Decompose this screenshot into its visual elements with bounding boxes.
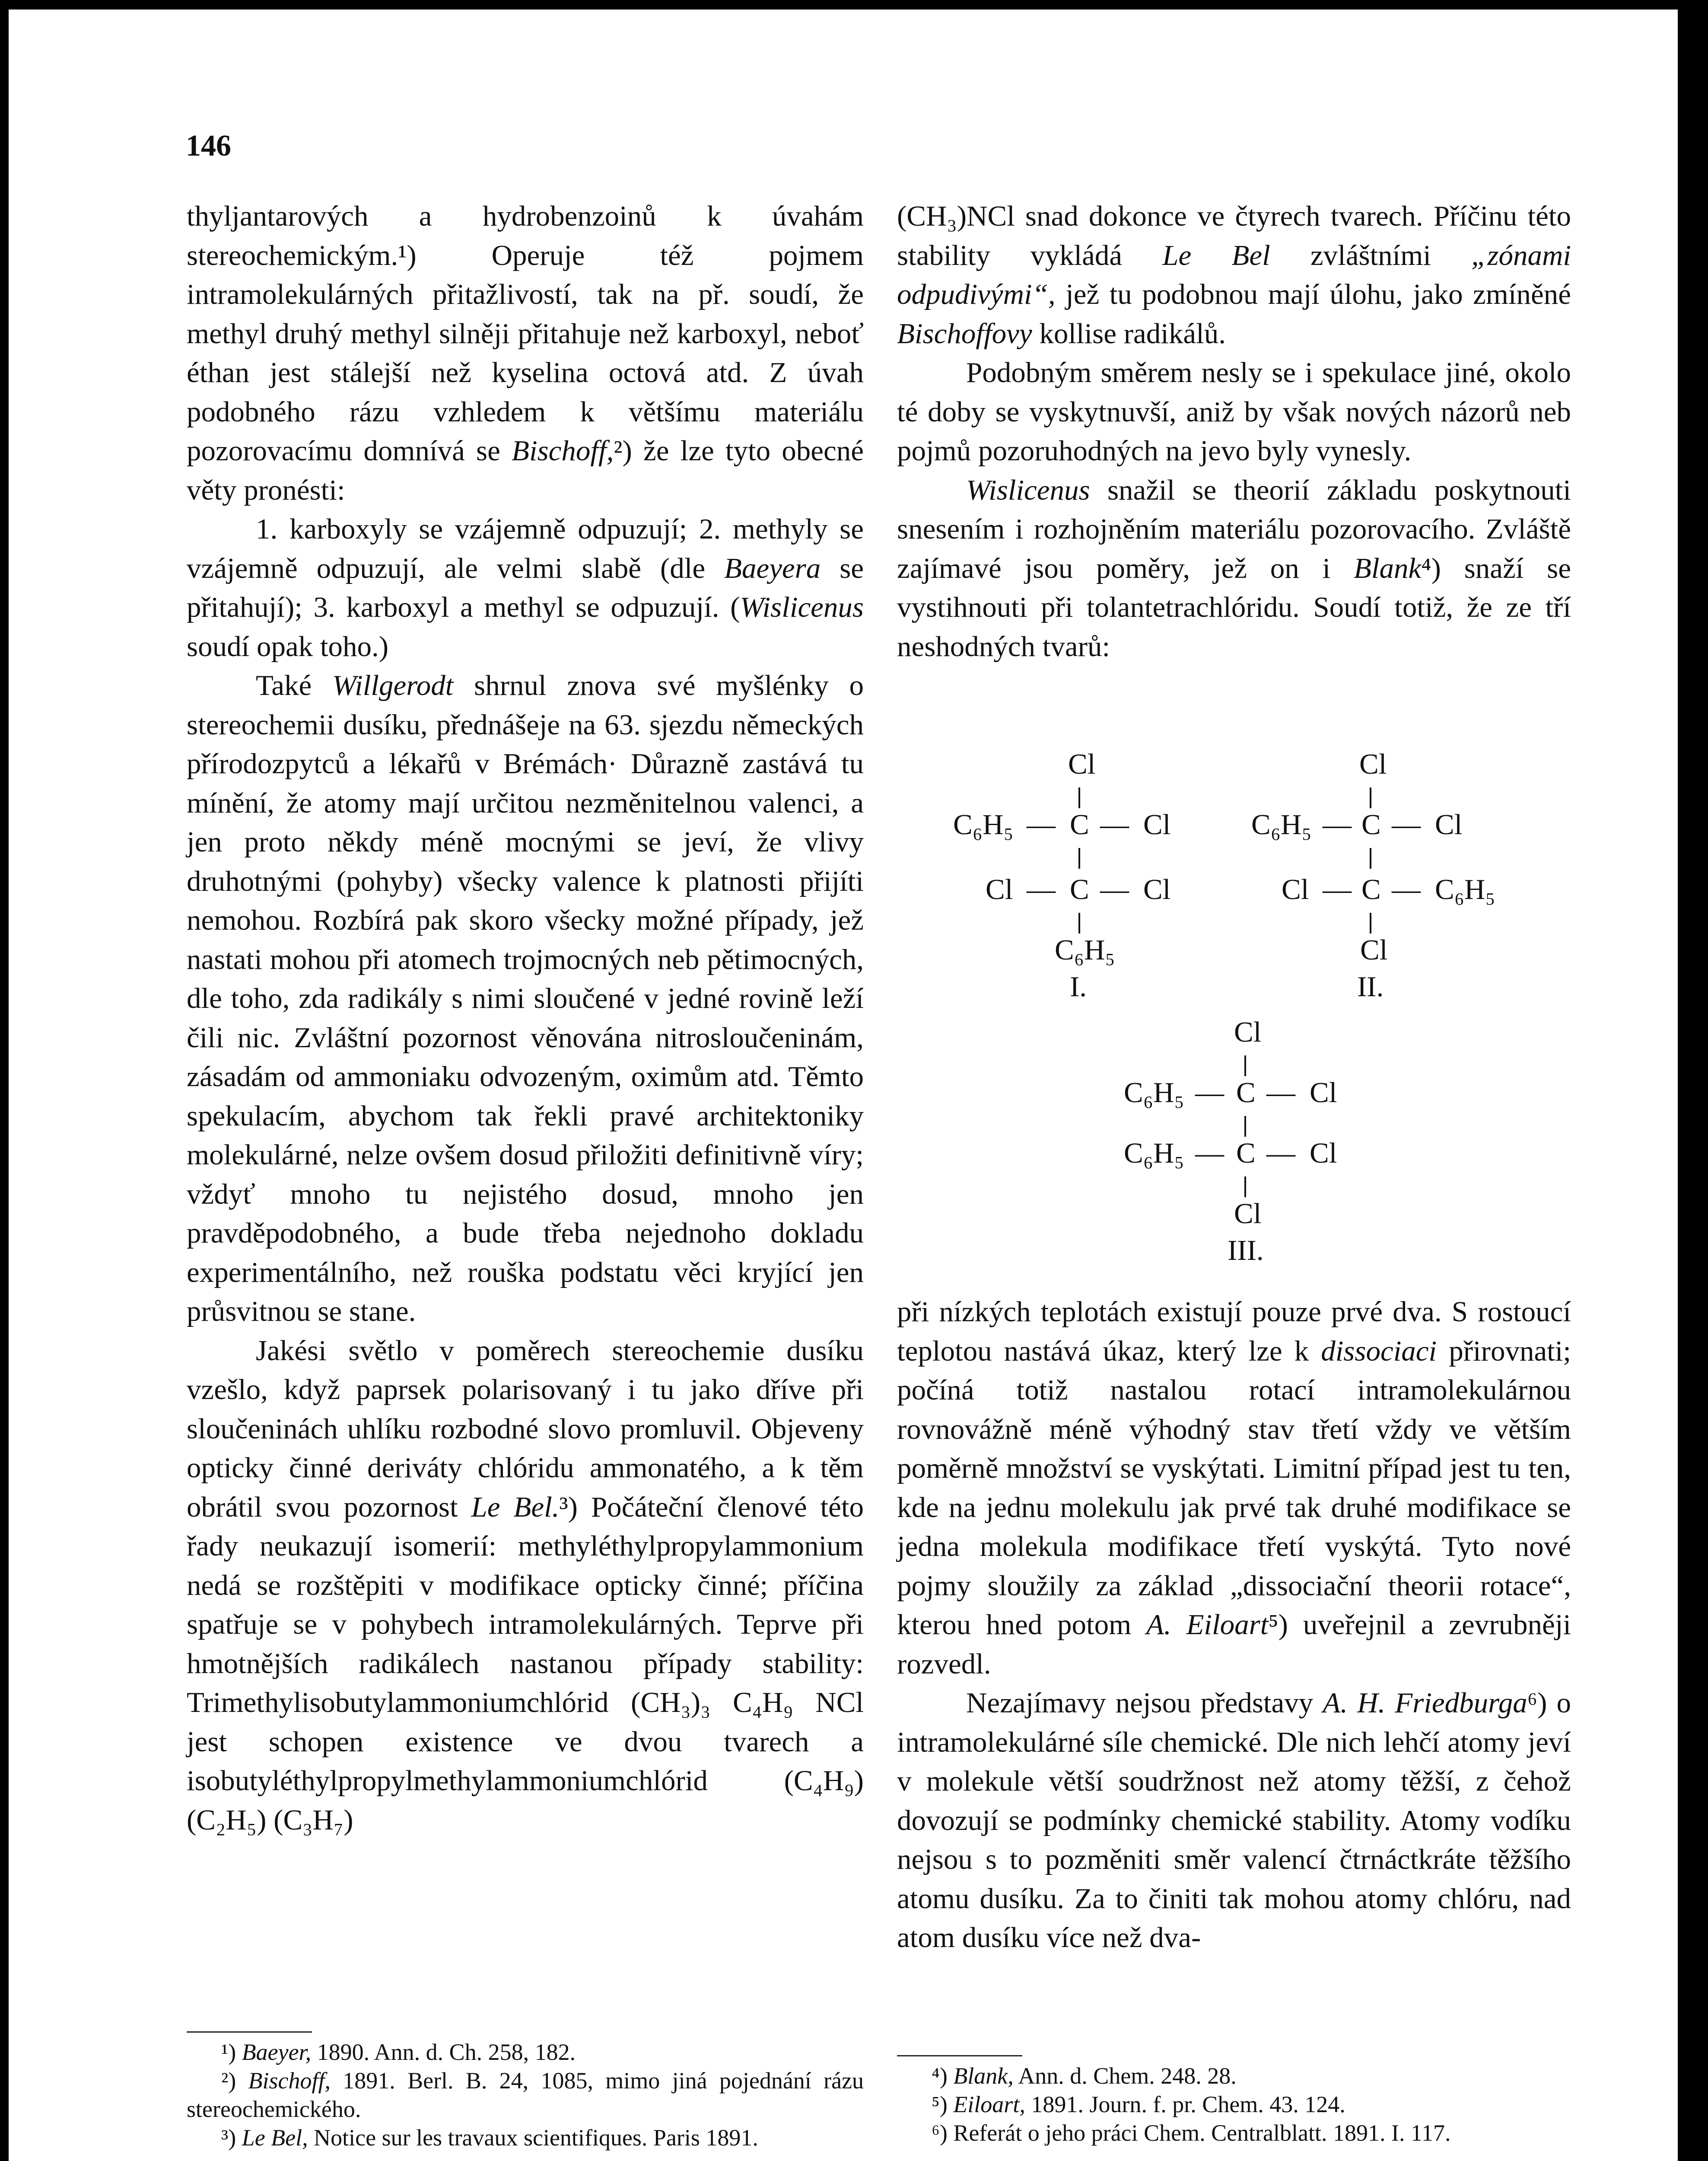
atom-label: Cl [1310, 1137, 1337, 1169]
paragraph: 1. karboxyly se vzájemně odpuzují; 2. methyly se vzájemně odpuzují, ale velmi slabě (dle Baeyera se přitahují); 3. karboxyl a methyl se odpuzují. (Wislicenus soudí opak toho.) [187, 513, 864, 663]
atom-label: Cl [1310, 1077, 1337, 1109]
structural-formulas [897, 748, 1571, 1292]
atom-label: Cl [986, 873, 1013, 905]
atom-label: Cl [1234, 1198, 1262, 1230]
paragraph: Jakési světlo v poměrech stereochemie dusíku vzešlo, když paprsek polarisovaný i tu jako dříve při sloučeninách uhlíku rozbodné slovo promluvil. Objeveny opticky činné deriváty chlóridu ammonatého, a k těm obrátil svou pozornost Le Bel.³) Počáteční členové této řady neukazují isomerií: methyléthylpropylammonium nedá se rozštěpiti v modifikace opticky činné; příčina spatřuje se v pohybech intramolekulárných. Teprve při hmotnějších radikálech nastanou případy stability: Trimethylisobutylammoniumchlórid (CH₃)₃ C₄H₉ NCl jest schopen existence ve dvou tvarech a isobutyléthylpropylmethylammoniumchlórid (C₄H₉) (C₂H₅) (C₃H₇) [187, 1334, 864, 1836]
atom-label: C₆H₅ [1055, 934, 1115, 966]
paragraph: Nezajímavy nejsou představy A. H. Friedburga⁶) o intramolekulárné síle chemické. Dle nich lehčí atomy jeví v molekule větší soudržnost než atomy těžší, z čehož dovozují se podmínky chemické stability. Atomy vodíku nejsou s to pozměniti směr valencí čtrnáctkráte těžšího atomu dusíku. Za to činiti tak mohou atomy chlóru, nad atom dusíku více než dva- [897, 1687, 1571, 1954]
left-footnotes [187, 2038, 864, 2152]
bond [1244, 1176, 1246, 1197]
bond-dash: — [1266, 1137, 1295, 1169]
footnote: ³) Le Bel, Notice sur les travaux scientifiques. Paris 1891. [221, 2125, 758, 2151]
atom-label: Cl [1068, 748, 1096, 780]
paragraph: thyljantarových a hydrobenzoinů k úvahám stereochemickým.¹) Operuje též pojmem intramolekulárných přitažlivostí, tak na př. soudí, že methyl druhý methyl silněji přitahuje než karboxyl, neboť éthan jest stálejší než kyselina octová atd. Z úvah podobného rázu vzhledem k většímu materiálu pozorovacímu domnívá se Bischoff,²) že lze tyto obecné věty pronésti: [187, 200, 864, 506]
formula-label: I. [1070, 971, 1087, 1003]
bond-dash: — [1100, 873, 1129, 905]
paragraph: Také Willgerodt shrnul znova své myšlénky o stereochemii dusíku, přednášeje na 63. sjezdu německých přírodozpytců a lékařů v Brémách· Důrazně zastává tu mínění, že atomy mají určitou nezměnitelnou valenci, a jen proto někdy méně mocnými se jeví, že vlivy druhotnými (pohyby) všecky valence k platnosti přijíti nemohou. Rozbírá pak skoro všecky možné případy, jež nastati mohou při atomech trojmocných neb pětimocných, dle toho, zda radikály s nimi sloučené v jedné rovině leží čili nic. Zvláštní pozornost věnována nitrosloučeninám, zásadám od ammoniaku odvozeným, oximům atd. Těmto spekulacím, abychom tak řekli pravé architektoniky molekulárné, nelze ovšem dosud přiložiti definitivně víry; vždyť mnoho tu nejistého dosud, mnoho jen pravděpodobného, a bude třeba nejednoho dokladu experimentálního, než rouška podstatu věci kryjící jen průsvitnou se stane. [187, 669, 864, 1327]
bond [1078, 787, 1080, 808]
bond-dash: — [1392, 873, 1421, 905]
scan-border-top [0, 0, 1708, 10]
atom-label: Cl [1143, 873, 1171, 905]
footnote: ⁶) Referát o jeho práci Chem. Centralblatt. 1891. I. 117. [932, 2120, 1451, 2146]
paragraph: při nízkých teplotách existují pouze prvé dva. S rostoucí teplotou nastává úkaz, který lze k dissociaci přirovnati; počíná totiž nastalou rotací intramolekulárnou rovnovážně méně výhodný stav třetí vždy ve větším poměrně množství se vyskýtati. Limitní případ jest tu ten, kde na jednu molekulu jak prvé tak druhé modifikace se jedna molekula modifikace třetí vyskýtá. Tyto nové pojmy sloužily za základ „dissociační theorii rotace“, kterou hned potom A. Eiloart⁵) uveřejnil a zevrubněji rozvedl. [897, 1296, 1571, 1680]
bond [1078, 848, 1080, 869]
bond-dash: — [1392, 809, 1421, 841]
paragraph: Wislicenus snažil se theorií základu poskytnouti snesením i rozhojněním materiálu pozorovacího. Zvláště zajímavé jsou poměry, jež on i Blank⁴) snaží se vystihnouti při tolantetrachlóridu. Soudí totiž, že ze tří neshodných tvarů: [897, 474, 1571, 663]
bond-dash: — [1323, 873, 1352, 905]
bond [1078, 913, 1080, 934]
footnote: ⁴) Blank, Ann. d. Chem. 248. 28. [932, 2063, 1237, 2089]
bond [1244, 1055, 1246, 1076]
bond-dash: — [1266, 1077, 1295, 1109]
right-column-top [897, 197, 1571, 746]
atom-label: C [1236, 1077, 1256, 1109]
scan-border-left [0, 0, 9, 2161]
footnote: ⁵) Eiloart, 1891. Journ. f. pr. Chem. 43. 124. [932, 2091, 1345, 2117]
bond-dash: — [1027, 873, 1056, 905]
atom-label: Cl [1360, 934, 1388, 966]
right-footnotes [897, 2062, 1571, 2147]
footnote-rule [897, 2055, 1022, 2056]
footnote: ¹) Baeyer, 1890. Ann. d. Ch. 258, 182. [221, 2039, 576, 2065]
page-number: 146 [186, 129, 231, 163]
scan-border-right [1678, 0, 1708, 2161]
atom-label: Cl [1234, 1016, 1262, 1048]
left-column [187, 197, 864, 1839]
atom-label: Cl [1359, 748, 1387, 780]
bond-dash: — [1323, 809, 1352, 841]
bond [1370, 787, 1371, 808]
atom-label: C [1070, 809, 1089, 841]
atom-label: Cl [1282, 873, 1309, 905]
bond [1370, 848, 1371, 869]
formula-label: II. [1357, 971, 1384, 1003]
atom-label: Cl [1143, 809, 1171, 841]
bond [1244, 1116, 1246, 1137]
atom-label: C₆H₅ [953, 809, 1014, 841]
paragraph: (CH₃)NCl snad dokonce ve čtyrech tvarech. Příčinu této stability vykládá Le Bel zvláštními „zónami odpudivými“, jež tu podobnou mají úlohu, jako zmíněné Bischoffovy kollise radikálů. [897, 200, 1571, 350]
bond-dash: — [1100, 809, 1129, 841]
paragraph: Podobným směrem nesly se i spekulace jiné, okolo té doby se vyskytnuvší, aniž by však nových názorů neb pojmů pozoruhodných na jevo byly vynesly. [897, 357, 1571, 467]
atom-label: C [1361, 873, 1381, 905]
bond [1370, 913, 1371, 934]
atom-label: C [1236, 1137, 1256, 1169]
atom-label: Cl [1435, 809, 1463, 841]
atom-label: C [1361, 809, 1381, 841]
atom-label: C₆H₅ [1124, 1137, 1184, 1169]
footnote: ²) Bischoff, 1891. Berl. B. 24, 1085, mimo jiná pojednání rázu stereochemického. [187, 2068, 864, 2122]
bond-dash: — [1195, 1077, 1224, 1109]
atom-label: C₆H₅ [1124, 1077, 1184, 1109]
footnote-rule [187, 2031, 312, 2033]
bond-dash: — [1027, 809, 1056, 841]
formula-label: III. [1228, 1234, 1264, 1266]
atom-label: C₆H₅ [1435, 873, 1495, 905]
atom-label: C₆H₅ [1251, 809, 1312, 841]
right-column-bottom [897, 1292, 1571, 1957]
bond-dash: — [1195, 1137, 1224, 1169]
atom-label: C [1070, 873, 1089, 905]
